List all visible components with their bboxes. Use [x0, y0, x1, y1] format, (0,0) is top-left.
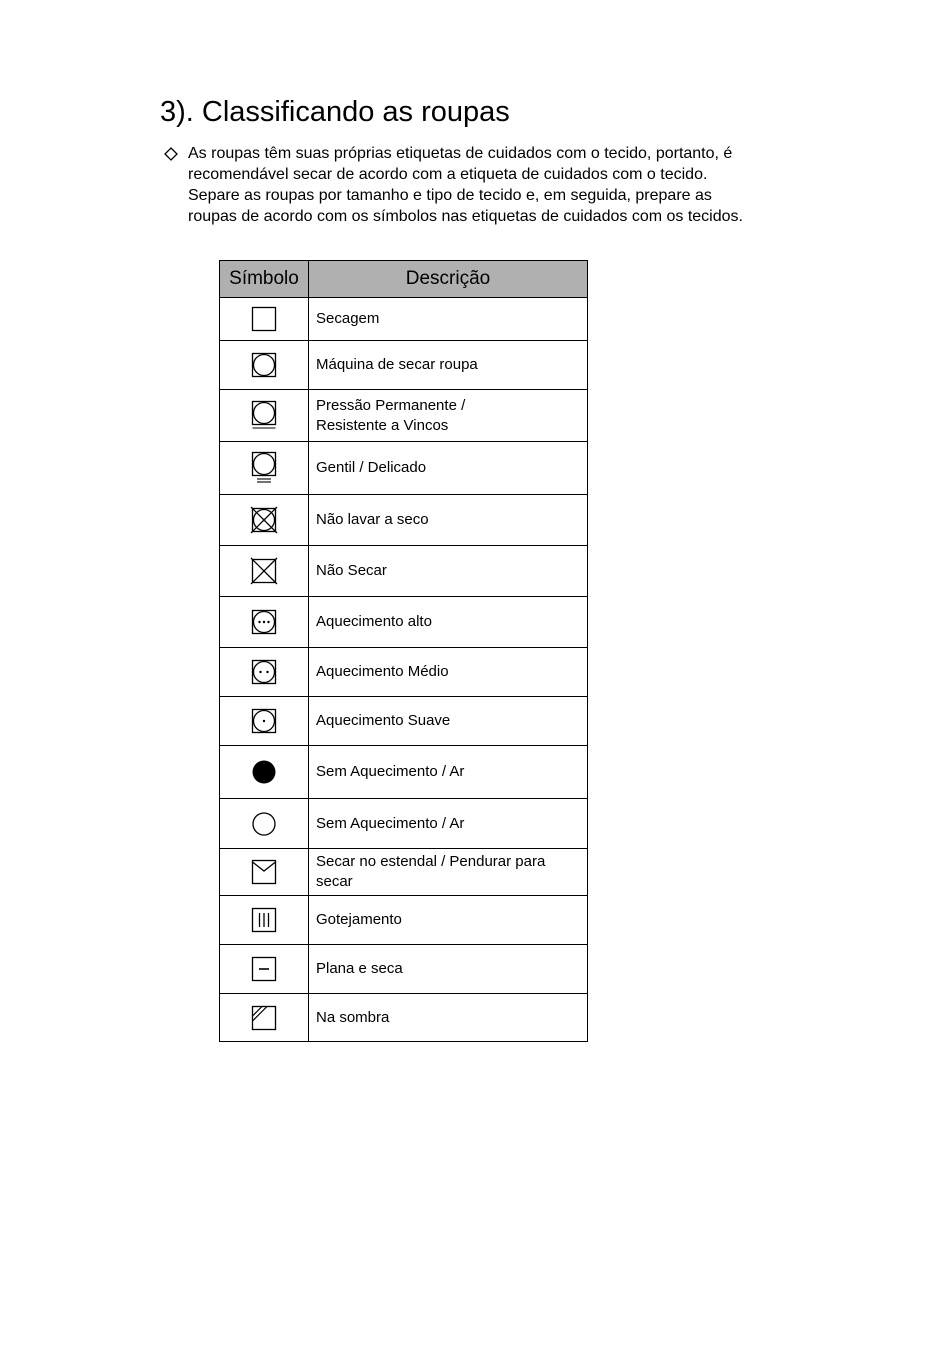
- low-heat-icon: [251, 708, 277, 734]
- dry-in-shade-icon: [251, 1005, 277, 1031]
- tumble-dry-icon: [251, 352, 277, 378]
- dry-flat-icon: [251, 956, 277, 982]
- gentle-delicate-icon: [251, 451, 277, 485]
- header-description: Descrição: [309, 261, 588, 298]
- table-row: [220, 341, 588, 390]
- table-row: [220, 994, 588, 1042]
- table-row: [220, 746, 588, 799]
- row-description: Secar no estendal / Pendurar para: [316, 853, 546, 870]
- row-description: secar: [316, 873, 353, 890]
- line-dry-icon: [251, 859, 277, 885]
- row-description: Aquecimento alto: [316, 613, 432, 630]
- row-description: Aquecimento Suave: [316, 712, 451, 729]
- medium-heat-icon: [251, 659, 277, 685]
- row-description: Sem Aquecimento / Ar: [316, 814, 465, 832]
- permanent-press-icon: [251, 400, 277, 432]
- row-description: Gotejamento: [316, 911, 402, 928]
- care-symbols-table: [219, 260, 588, 1042]
- diamond-outline-icon: [163, 146, 179, 162]
- open-circle-icon: [251, 811, 277, 837]
- table-row: [220, 597, 588, 648]
- intro-line: Separe as roupas por tamanho e tipo de tecido e, em seguida, prepare as: [188, 187, 712, 204]
- table-row: [220, 648, 588, 697]
- table-row: [220, 546, 588, 597]
- table-row: [220, 697, 588, 746]
- row-description: Na sombra: [316, 1008, 390, 1026]
- table-row: [220, 945, 588, 994]
- row-description: Plana e seca: [316, 960, 403, 977]
- row-description: Sem Aquecimento / Ar: [316, 763, 465, 780]
- row-description: Pressão Permanente /: [316, 396, 466, 414]
- row-description: Máquina de secar roupa: [316, 356, 478, 373]
- row-description: Não lavar a seco: [316, 511, 429, 528]
- table-row: [220, 298, 588, 341]
- intro-paragraph: [188, 143, 808, 227]
- table-row: [220, 495, 588, 546]
- intro-line: recomendável secar de acordo com a etiqueta de cuidados com o tecido.: [188, 166, 708, 183]
- drip-dry-icon: [251, 907, 277, 933]
- table-row: [220, 896, 588, 945]
- row-description: Resistente a Vincos: [316, 416, 449, 434]
- row-description: Secagem: [316, 310, 380, 327]
- table-header-row: [220, 261, 588, 298]
- high-heat-icon: [251, 609, 277, 635]
- filled-circle-icon: [251, 759, 277, 785]
- do-not-dry-icon: [250, 557, 278, 585]
- intro-line: roupas de acordo com os símbolos nas etiquetas de cuidados com os tecidos.: [188, 208, 743, 225]
- table-row: [220, 849, 588, 896]
- table-row: [220, 390, 588, 442]
- intro-line: As roupas têm suas próprias etiquetas de cuidados com o tecido, portanto, é: [188, 145, 733, 162]
- do-not-tumble-dry-icon: [250, 506, 278, 534]
- row-description: Não Secar: [316, 562, 387, 579]
- table-row: [220, 442, 588, 495]
- table-row: [220, 799, 588, 849]
- row-description: Gentil / Delicado: [316, 459, 427, 476]
- section-title: 3). Classificando as roupas: [160, 96, 510, 128]
- header-symbol: Símbolo: [220, 261, 309, 298]
- square-icon: [251, 306, 277, 332]
- row-description: Aquecimento Médio: [316, 663, 449, 680]
